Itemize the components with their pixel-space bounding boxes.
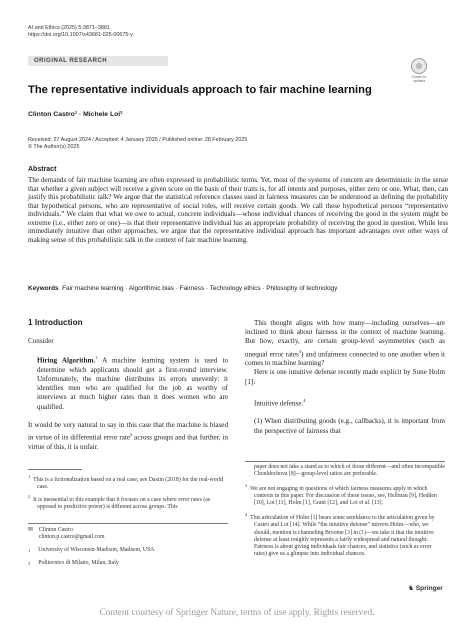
contact-block bbox=[28, 527, 228, 567]
courtesy-notice: Content courtesy of Springer Nature, terms of use apply. Rights reserved. bbox=[99, 608, 375, 618]
affiliation-2 bbox=[28, 560, 228, 567]
intuitive-defense-point-1: (1) When distributing goods (e.g., callbacks), it is important from the perspective of fairness that bbox=[254, 417, 445, 435]
intuitive-defense-text: Intuitive defense. bbox=[254, 399, 304, 408]
footnote-4-text: This articulation of Holm [1] bears some semblance to the articulation given by Castro and Loi [14]. While “the intuitive defense” mirrors Holm—who, we should, mention is channeling Broome [3] in (1)—we take it that the intuitive defense at least roughly represents a fairly widespread and natural thought: Fairness is about giving individuals fair chances, and statistics (such as error rates) give us a glimpse into individual chances. bbox=[250, 515, 435, 557]
author-list[interactable]: Clinton Castro¹ · Michele Loi² bbox=[28, 111, 123, 118]
footnote-divider-right bbox=[245, 461, 445, 462]
springer-logo bbox=[408, 584, 443, 592]
footnote-4-number: 4 bbox=[245, 512, 248, 518]
keywords-list: Fair machine learning · Algorithmic bias · Fairness · Technology ethics · Philosophy of technology bbox=[62, 285, 338, 292]
footnote-3-text: We are not engaging in questions of which fairness measures apply in which contexts in this paper. For discussion of these issues, see, Hellman [9], Hedden [10], Loi [11], Holm [1], Grant [12], and Loi et al. [13]. bbox=[250, 486, 437, 507]
publication-dates bbox=[28, 137, 448, 151]
footnote-ref-3[interactable]: 3 bbox=[298, 348, 302, 354]
keywords-label: Keywords bbox=[28, 285, 59, 292]
affiliation-2-number: 2 bbox=[28, 561, 31, 567]
footnote-2-continued: paper does not take a stand as to which of those different—and often incompatible Chouldechova [8]—group-level ratios are preferable. bbox=[254, 464, 445, 478]
consider-text: Consider bbox=[28, 337, 54, 345]
paragraph-thought-text-a: This thought aligns with how many—including ourselves—are inclined to think about fairness in the context of machine learning. But how, exactly, are certain group-level asymmetries (such as unequal error rates bbox=[245, 319, 445, 358]
hiring-algorithm-text: A machine learning system is used to determine which applicants should get a first-round interview. Unfortunately, the machine distributes its errors unevenly: it identifies men who are qualified for the job as worthy of interviews at much higher rates than it does women who are qualified. bbox=[37, 356, 228, 411]
abstract-text: The demands of fair machine learning are often expressed in probabilistic terms. Yet, most of the systems of concern are deterministic in the sense that whether a given subject will receive a given score on the basis of their traits is, for all intents and purposes, either zero or one. What, then, can justify this probabilistic talk? We argue that the statistical reference classes used in fairness measures can be understood as defining the probability that hypothetical persons, who are representative of social roles, will receive certain goods. We call these hypothetical persons “representative individuals.” We claim that what we owe to actual, concrete individuals—whose individual chances of receiving the good in the system might be extreme (i.e., either zero or one)—is that their representative individual has an appropriate probability of receiving the good in question. While less immediately intuitive than other approaches, we argue that the representative individual approach has important advantages over other ways of making sense of this probabilistic talk in the context of fair machine learning. bbox=[28, 176, 448, 244]
intuitive-defense-label bbox=[245, 396, 445, 409]
article-type-badge: ORIGINAL RESEARCH bbox=[28, 56, 168, 66]
abstract-heading: Abstract bbox=[28, 166, 57, 173]
footnote-ref-4[interactable]: 4 bbox=[303, 397, 306, 403]
right-column bbox=[245, 319, 445, 436]
paragraph-bias bbox=[28, 421, 228, 452]
paragraph-bias-text-a: It would be very natural to say in this case that the machine is biased in virtue of its differential error rate bbox=[28, 420, 228, 442]
footnote-1-number: 1 bbox=[28, 474, 31, 479]
journal-citation: AI and Ethics (2025) 5:3871–3881 bbox=[28, 25, 110, 31]
hiring-algorithm-block bbox=[28, 353, 228, 412]
contact-email[interactable]: clinton.p.castro@gmail.com bbox=[38, 534, 105, 541]
hiring-algorithm-label: Hiring Algorithm. bbox=[37, 356, 96, 365]
copyright-line: © The Author(s) 2025 bbox=[28, 144, 80, 150]
check-updates-icon bbox=[411, 58, 427, 74]
affiliation-1 bbox=[28, 547, 228, 554]
affiliation-1-text: University of Wisconsin-Madison, Madison, USA bbox=[38, 547, 155, 554]
contact-author-name: Clinton Castro bbox=[38, 527, 73, 533]
article-title: The representative individuals approach to fair machine learning bbox=[28, 84, 372, 96]
footnote-2-text: It is inessential to this example that it focuses on a case where error rates (as opposed to predictive power) is different across groups. This bbox=[33, 497, 211, 511]
affiliation-2-text: Politecnico di Milano, Milan, Italy bbox=[38, 560, 119, 567]
footnote-2-number: 2 bbox=[28, 494, 31, 500]
footnotes-left bbox=[28, 473, 228, 511]
footnote-1-text: This is a fictionalization based on a real case; see Dastin (2018) for the real-world case. bbox=[33, 476, 224, 491]
doi-link[interactable]: https://doi.org/10.1007/s43681-025-00675-y bbox=[28, 32, 133, 38]
springer-horse-icon: ♞ bbox=[408, 585, 414, 592]
envelope-icon: ✉ bbox=[28, 527, 33, 533]
paragraph-bias-text-b: across groups and that further, in virtue of this, it is unfair. bbox=[28, 433, 228, 451]
footnote-2 bbox=[28, 493, 228, 511]
footnote-3 bbox=[245, 482, 445, 507]
dates-line: Received: 27 August 2024 / Accepted: 4 January 2025 / Published online: 28 February 2025 bbox=[28, 137, 248, 143]
check-for-updates-button[interactable] bbox=[406, 58, 432, 88]
footnotes-right bbox=[245, 464, 445, 558]
affiliation-1-number: 1 bbox=[28, 548, 31, 554]
footnote-3-number: 3 bbox=[245, 483, 248, 489]
footnote-4 bbox=[245, 511, 445, 557]
paragraph-thought-text-b: ) and unfairness connected to one another when it comes to machine learning? bbox=[245, 349, 445, 368]
footnote-1 bbox=[28, 473, 228, 491]
left-column bbox=[28, 337, 228, 452]
section-heading-introduction: 1 Introduction bbox=[28, 318, 83, 327]
paragraph-holm: Here is one intuitive defense recently made explicit by Sune Holm [1]: bbox=[245, 368, 445, 386]
footnote-ref-1[interactable]: 1 bbox=[95, 355, 98, 361]
keywords bbox=[28, 285, 448, 292]
check-updates-label: Check for updates bbox=[411, 75, 427, 83]
footnote-ref-2[interactable]: 2 bbox=[130, 431, 133, 437]
paragraph-thought bbox=[245, 319, 445, 368]
contact-divider bbox=[28, 523, 228, 524]
contact-author bbox=[28, 527, 228, 541]
footnote-divider-left bbox=[28, 469, 82, 470]
springer-logo-text: Springer bbox=[415, 585, 443, 592]
